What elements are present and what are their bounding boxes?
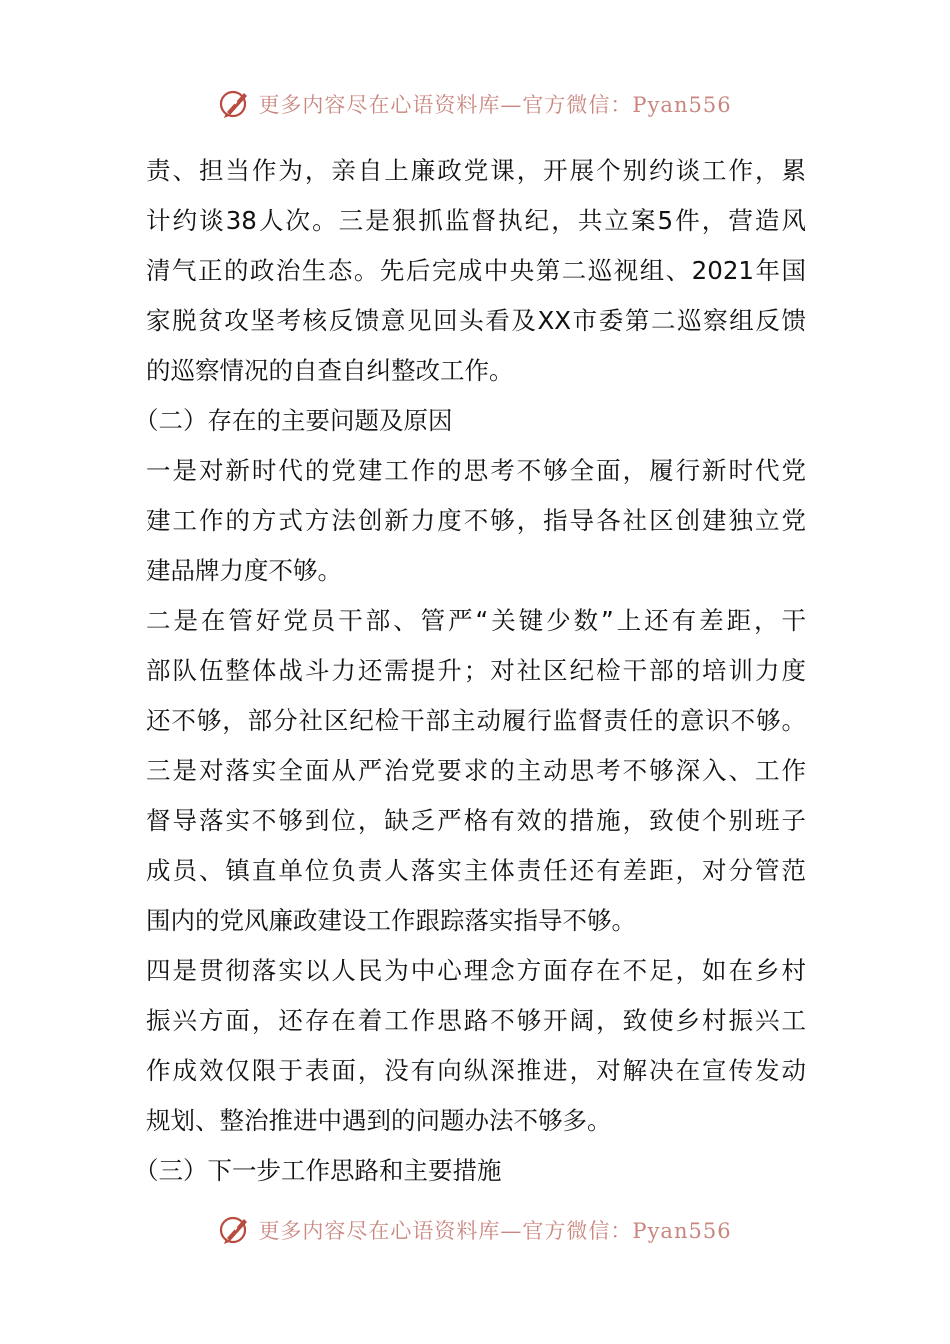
paragraph-summary [146,146,806,396]
paragraph-problem-1 [146,446,806,596]
text-line: 一是对新时代的党建工作的思考不够全面，履行新时代党 [146,456,806,485]
watermark-text: 更多内容尽在心语资料库—官方微信：Pyan556 [258,1219,732,1243]
paragraph-problem-4 [146,946,806,1146]
text-line: 督导落实不够到位，缺乏严格有效的措施，致使个别班子 [146,806,806,835]
text-line: 建品牌力度不够。 [146,556,342,585]
section-heading: （二）存在的主要问题及原因 [134,406,453,435]
text-line: 建工作的方式方法创新力度不够，指导各社区创建独立党 [146,506,806,535]
text-line: 家脱贫攻坚考核反馈意见回头看及XX市委第二巡察组反馈 [146,306,806,335]
watermark-text: 更多内容尽在心语资料库—官方微信：Pyan556 [258,93,732,117]
text-line: 作成效仅限于表面，没有向纵深推进，对解决在宣传发动 [146,1056,806,1085]
text-line: 责、担当作为，亲自上廉政党课，开展个别约谈工作，累 [146,156,806,185]
paragraph-problem-2 [146,596,806,746]
pen-quill-logo-icon [218,87,252,121]
text-line: 围内的党风廉政建设工作跟踪落实指导不够。 [146,906,636,935]
pen-quill-logo-icon [218,1213,252,1247]
text-line: 成员、镇直单位负责人落实主体责任还有差距，对分管范 [146,856,806,885]
text-line: 清气正的政治生态。先后完成中央第二巡视组、2021年国 [146,256,806,285]
text-line: 还不够，部分社区纪检干部主动履行监督责任的意识不够。 [146,706,806,735]
paragraph-problem-3 [146,746,806,946]
text-line: 规划、整治推进中遇到的问题办法不够多。 [146,1106,612,1135]
watermark-header [0,84,950,124]
text-line: 二是在管好党员干部、管严“关键少数”上还有差距，干 [146,606,806,635]
text-line: 振兴方面，还存在着工作思路不够开阔，致使乡村振兴工 [146,1006,806,1035]
text-line: 三是对落实全面从严治党要求的主动思考不够深入、工作 [146,756,806,785]
section-heading: （三）下一步工作思路和主要措施 [134,1156,502,1185]
text-line: 四是贯彻落实以人民为中心理念方面存在不足，如在乡村 [146,956,806,985]
text-line: 的巡察情况的自查自纠整改工作。 [146,356,514,385]
text-line: 计约谈38人次。三是狠抓监督执纪，共立案5件，营造风 [146,206,806,235]
text-line: 部队伍整体战斗力还需提升；对社区纪检干部的培训力度 [146,656,806,685]
watermark-footer [0,1210,950,1250]
document-body [134,146,806,1196]
